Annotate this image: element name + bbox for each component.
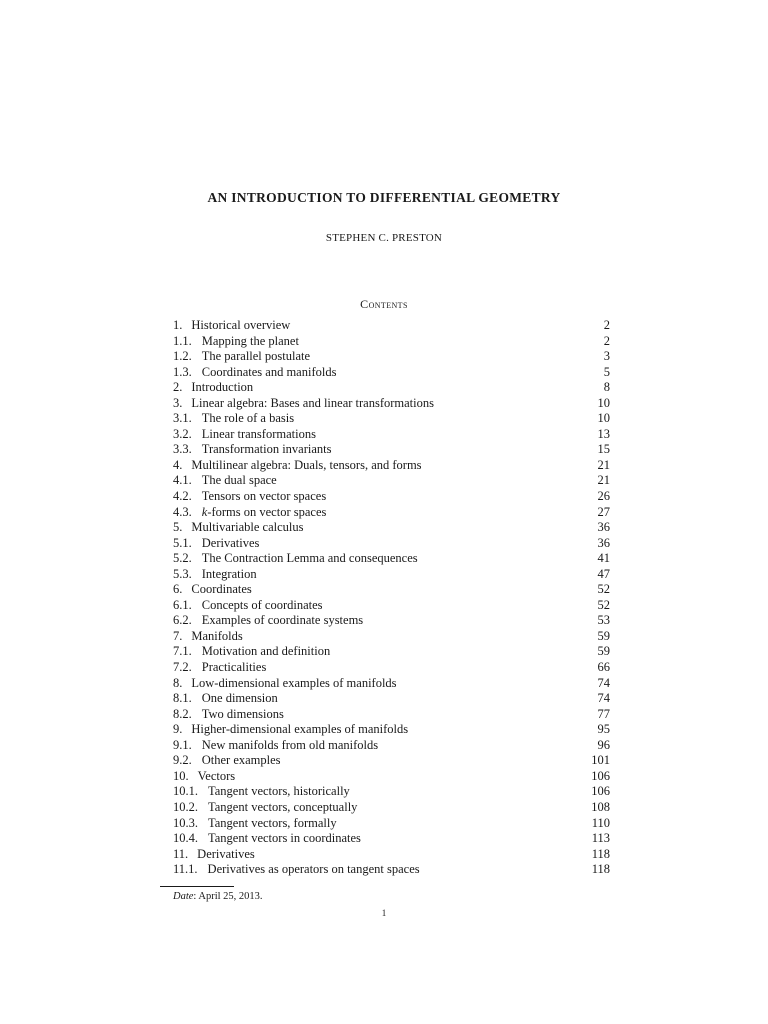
toc-entry <box>173 489 610 505</box>
toc-entry-title: Low-dimensional examples of manifolds <box>191 675 397 690</box>
toc-entry-heading <box>173 847 255 863</box>
toc-entry <box>173 536 610 552</box>
toc-entry-heading <box>173 582 252 598</box>
toc-entry-title: The parallel postulate <box>201 349 311 364</box>
footnote-text: : April 25, 2013. <box>193 891 263 902</box>
toc-entry <box>173 769 610 785</box>
toc-entry-title: One dimension <box>201 691 278 706</box>
toc-entry-title: Mapping the planet <box>201 333 299 348</box>
toc-entry-heading <box>173 660 266 676</box>
toc-entry-title: Coordinates and manifolds <box>201 364 337 379</box>
toc-entry-heading <box>173 691 278 707</box>
toc-entry <box>173 862 610 878</box>
toc-entry-heading <box>173 644 330 660</box>
toc-entry-title: The role of a basis <box>201 411 295 426</box>
toc-entry <box>173 707 610 723</box>
toc-entry-page: 36 <box>597 535 610 550</box>
toc-entry <box>173 473 610 489</box>
toc-entry-title: Introduction <box>191 380 254 395</box>
toc-entry <box>173 427 610 443</box>
toc-entry-title: Tangent vectors, conceptually <box>208 799 358 814</box>
toc-entry-page: 2 <box>603 333 610 348</box>
toc-entry-heading <box>173 427 316 443</box>
toc-entry <box>173 847 610 863</box>
toc-entry-heading <box>173 505 326 521</box>
toc-entry <box>173 831 610 847</box>
toc-entry-title: Transformation invariants <box>201 442 332 457</box>
toc-entry-number: 1.1. <box>173 333 192 348</box>
toc-entry-title: Motivation and definition <box>201 644 331 659</box>
table-of-contents <box>173 318 610 878</box>
toc-entry-heading <box>173 831 361 847</box>
toc-entry-number: 10.2. <box>173 799 198 814</box>
toc-entry <box>173 738 610 754</box>
contents-heading: Contents <box>360 297 408 311</box>
toc-entry-number: 3.2. <box>173 426 192 441</box>
toc-entry-title: Two dimensions <box>201 706 284 721</box>
author-name: STEPHEN C. PRESTON <box>325 232 443 244</box>
toc-entry <box>173 365 610 381</box>
toc-entry <box>173 458 610 474</box>
toc-entry-title: Vectors <box>197 768 236 783</box>
toc-entry-title: Higher-dimensional examples of manifolds <box>191 722 409 737</box>
toc-entry-heading <box>173 722 408 738</box>
toc-entry-page: 52 <box>597 597 610 612</box>
toc-entry-heading <box>173 707 284 723</box>
toc-entry-page: 96 <box>597 737 610 752</box>
toc-entry-number: 6.1. <box>173 597 192 612</box>
toc-entry <box>173 722 610 738</box>
toc-entry-title: Multivariable calculus <box>191 520 304 535</box>
toc-entry-heading <box>173 800 357 816</box>
toc-entry-title: Practicalities <box>201 660 267 675</box>
toc-entry-heading <box>173 784 350 800</box>
toc-entry-page: 74 <box>597 675 610 690</box>
toc-entry-heading <box>173 816 337 832</box>
toc-entry-number: 1.3. <box>173 364 192 379</box>
toc-entry-title: Derivatives <box>197 846 255 861</box>
page-number: 1 <box>381 908 387 918</box>
toc-entry-heading <box>173 411 294 427</box>
toc-entry-number: 7.2. <box>173 660 192 675</box>
toc-entry <box>173 380 610 396</box>
toc-entry-number: 4.1. <box>173 473 192 488</box>
toc-entry-heading <box>173 567 257 583</box>
toc-entry-page: 74 <box>597 691 610 706</box>
toc-entry <box>173 613 610 629</box>
toc-entry-heading <box>173 738 378 754</box>
toc-entry-page: 108 <box>591 799 610 814</box>
toc-entry-page: 59 <box>597 644 610 659</box>
toc-entry <box>173 691 610 707</box>
toc-entry-heading <box>173 629 243 645</box>
toc-entry-number: 4.3. <box>173 504 192 519</box>
toc-entry-page: 95 <box>597 722 610 737</box>
toc-entry-number: 1.2. <box>173 349 192 364</box>
toc-entry-title: New manifolds from old manifolds <box>201 737 379 752</box>
toc-entry <box>173 318 610 334</box>
toc-entry-page: 2 <box>603 318 610 332</box>
toc-entry-heading <box>173 349 310 365</box>
toc-entry-title: Tensors on vector spaces <box>201 489 327 504</box>
toc-entry-heading <box>173 396 434 412</box>
toc-entry <box>173 411 610 427</box>
toc-entry-number: 11.1. <box>173 862 198 877</box>
toc-entry-number: 9.1. <box>173 737 192 752</box>
toc-entry <box>173 505 610 521</box>
toc-entry-heading <box>173 753 281 769</box>
toc-entry-title: Concepts of coordinates <box>201 597 323 612</box>
toc-entry-page: 47 <box>597 566 610 581</box>
toc-entry-number: 2. <box>173 380 183 395</box>
toc-entry-page: 27 <box>597 504 610 519</box>
toc-entry-number: 5.1. <box>173 535 192 550</box>
toc-entry-page: 118 <box>591 862 610 877</box>
toc-entry-number: 8.1. <box>173 691 192 706</box>
toc-entry <box>173 334 610 350</box>
toc-entry-heading <box>173 676 397 692</box>
toc-entry-page: 118 <box>591 846 610 861</box>
toc-entry-heading <box>173 551 418 567</box>
toc-entry-number: 11. <box>173 846 189 861</box>
toc-entry-heading <box>173 334 299 350</box>
toc-entry-heading <box>173 473 277 489</box>
toc-entry-page: 21 <box>597 457 610 472</box>
toc-entry-number: 10.3. <box>173 815 198 830</box>
document-title: AN INTRODUCTION TO DIFFERENTIAL GEOMETRY <box>207 190 561 205</box>
toc-entry-heading <box>173 769 235 785</box>
toc-entry-title: Integration <box>201 566 257 581</box>
toc-entry-title: Other examples <box>201 753 281 768</box>
toc-entry <box>173 816 610 832</box>
toc-entry-heading <box>173 318 290 334</box>
toc-entry-title: Tangent vectors in coordinates <box>208 831 361 846</box>
toc-entry-title: Coordinates <box>191 582 252 597</box>
toc-entry-number: 10. <box>173 768 189 783</box>
toc-entry-heading <box>173 489 326 505</box>
toc-entry-title: k-forms on vector spaces <box>201 504 327 519</box>
toc-entry-heading <box>173 442 331 458</box>
toc-entry-number: 6.2. <box>173 613 192 628</box>
toc-entry-title: Linear transformations <box>201 426 316 441</box>
toc-entry <box>173 349 610 365</box>
toc-entry-page: 53 <box>597 613 610 628</box>
toc-entry-page: 13 <box>597 426 610 441</box>
toc-entry-number: 8.2. <box>173 706 192 721</box>
toc-entry-title: Tangent vectors, formally <box>208 815 337 830</box>
toc-entry-heading <box>173 365 336 381</box>
toc-entry-page: 110 <box>591 815 610 830</box>
toc-entry-page: 52 <box>597 582 610 597</box>
toc-entry-number: 4.2. <box>173 489 192 504</box>
toc-entry <box>173 567 610 583</box>
toc-entry-heading <box>173 613 363 629</box>
toc-entry-page: 10 <box>597 411 610 426</box>
toc-entry <box>173 800 610 816</box>
toc-entry-page: 106 <box>591 784 610 799</box>
toc-entry <box>173 442 610 458</box>
toc-entry <box>173 629 610 645</box>
toc-entry-number: 10.1. <box>173 784 198 799</box>
toc-entry-number: 5.3. <box>173 566 192 581</box>
toc-entry-heading <box>173 598 323 614</box>
toc-entry-number: 5.2. <box>173 551 192 566</box>
toc-entry-number: 8. <box>173 675 183 690</box>
toc-entry-title: The dual space <box>201 473 277 488</box>
toc-entry-heading <box>173 458 422 474</box>
toc-entry-page: 15 <box>597 442 610 457</box>
toc-entry-title: The Contraction Lemma and consequences <box>201 551 418 566</box>
toc-entry-page: 113 <box>591 831 610 846</box>
toc-entry-title: Derivatives <box>201 535 260 550</box>
toc-entry-title: Historical overview <box>191 318 291 332</box>
toc-entry <box>173 551 610 567</box>
toc-entry-page: 36 <box>597 520 610 535</box>
toc-entry-heading <box>173 862 420 878</box>
toc-entry-title: Linear algebra: Bases and linear transformations <box>191 395 434 410</box>
toc-entry-page: 106 <box>591 768 610 783</box>
toc-entry-number: 3.3. <box>173 442 192 457</box>
toc-entry-page: 5 <box>603 364 610 379</box>
toc-entry-page: 66 <box>597 660 610 675</box>
toc-entry <box>173 396 610 412</box>
toc-entry <box>173 753 610 769</box>
toc-entry <box>173 676 610 692</box>
toc-entry-page: 41 <box>597 551 610 566</box>
footnote <box>173 891 263 902</box>
toc-entry-page: 21 <box>597 473 610 488</box>
toc-entry-page: 59 <box>597 628 610 643</box>
toc-entry-title: Tangent vectors, historically <box>208 784 350 799</box>
toc-entry-number: 7. <box>173 628 183 643</box>
toc-entry-number: 1. <box>173 318 183 332</box>
toc-entry-number: 4. <box>173 457 183 472</box>
toc-entry-number: 10.4. <box>173 831 198 846</box>
toc-entry-page: 3 <box>603 349 610 364</box>
footnote-divider <box>160 886 234 887</box>
toc-entry-number: 9. <box>173 722 183 737</box>
toc-entry-number: 6. <box>173 582 183 597</box>
toc-entry <box>173 784 610 800</box>
footnote-label: Date <box>173 891 194 902</box>
toc-entry-heading <box>173 520 304 536</box>
toc-entry-title: Multilinear algebra: Duals, tensors, and forms <box>191 457 422 472</box>
toc-entry <box>173 582 610 598</box>
toc-entry-heading <box>173 380 253 396</box>
toc-entry <box>173 644 610 660</box>
toc-entry-number: 7.1. <box>173 644 192 659</box>
toc-entry <box>173 660 610 676</box>
toc-entry-number: 3. <box>173 395 183 410</box>
toc-entry <box>173 520 610 536</box>
toc-entry-title: Manifolds <box>191 628 243 643</box>
toc-entry-heading <box>173 536 259 552</box>
toc-entry-page: 77 <box>597 706 610 721</box>
toc-entry-page: 8 <box>603 380 610 395</box>
toc-entry-number: 9.2. <box>173 753 192 768</box>
toc-entry-number: 5. <box>173 520 183 535</box>
toc-entry-title: Derivatives as operators on tangent spaces <box>207 862 420 877</box>
toc-entry-page: 101 <box>591 753 610 768</box>
toc-entry-number: 3.1. <box>173 411 192 426</box>
toc-entry-page: 10 <box>597 395 610 410</box>
toc-entry-page: 26 <box>597 489 610 504</box>
toc-entry <box>173 598 610 614</box>
toc-entry-title: Examples of coordinate systems <box>201 613 364 628</box>
